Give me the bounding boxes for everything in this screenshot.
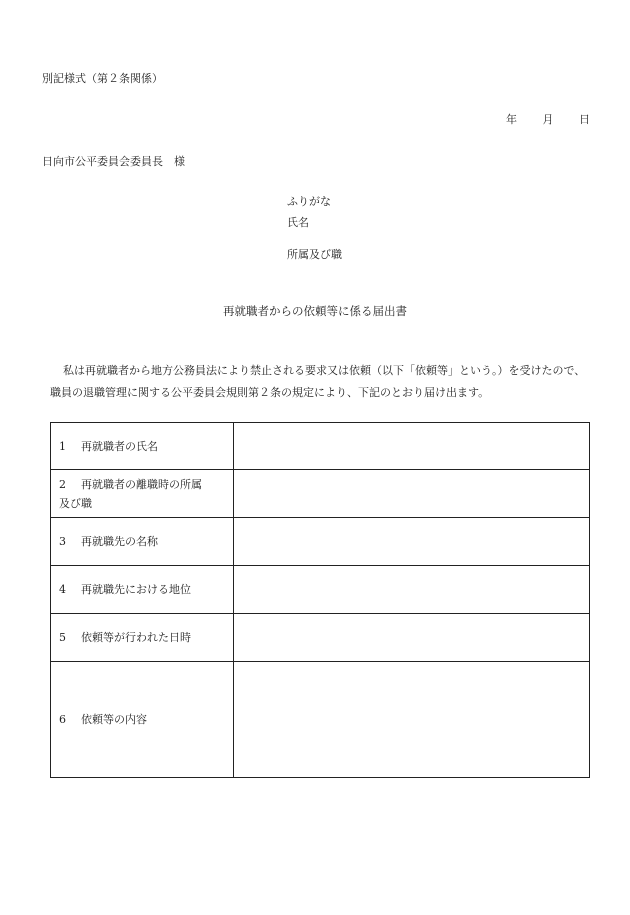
report-table [50,422,590,778]
form-number: 別記様式（第２条関係） [42,72,163,85]
date-day: 日 [579,113,590,126]
table-row [51,566,590,614]
table-row [51,470,590,518]
row-number: 6 [59,713,66,726]
row-number: 1 [59,439,66,453]
row-value-cell[interactable] [234,566,590,614]
name-label: 氏名 [287,216,309,229]
row-number: 4 [59,583,66,596]
row-label [51,518,234,566]
table-row [51,423,590,470]
table-row [51,518,590,566]
row-number: 2 [59,477,66,491]
row-label-text: 依頼等が行われた日時 [81,631,191,644]
row-number: 5 [59,631,66,644]
affiliation-label: 所属及び職 [287,248,342,261]
body-text: 私は再就職者から地方公務員法により禁止される要求又は依頼（以下「依頼等」という。）を受けたので、職員の退職管理に関する公平委員会規則第２条の規定により、下記のとおり届け出ます。 [50,364,586,399]
row-label-text: 依頼等の内容 [81,713,147,726]
row-label-text: 再就職先の名称 [81,535,158,548]
row-label-text: 再就職者の氏名 [81,439,158,453]
document-title: 再就職者からの依頼等に係る届出書 [223,304,407,318]
row-label [51,614,234,662]
row-label [51,470,234,518]
row-value-cell[interactable] [234,662,590,778]
row-value-cell[interactable] [234,614,590,662]
row-label-text: 再就職者の離職時の所属 [81,477,202,491]
row-label-continuation: 及び職 [59,496,92,510]
table-row [51,614,590,662]
date-month: 月 [542,113,554,126]
row-label [51,566,234,614]
table-row [51,662,590,778]
date-line [484,111,590,127]
addressee: 日向市公平委員会委員長 様 [42,155,185,168]
row-label [51,662,234,778]
row-value-cell[interactable] [234,470,590,518]
row-value-cell[interactable] [234,518,590,566]
row-value-cell[interactable] [234,423,590,470]
furigana-label: ふりがな [287,195,331,208]
row-number: 3 [59,535,66,548]
date-year: 年 [506,113,517,126]
row-label [51,423,234,470]
row-label-text: 再就職先における地位 [81,583,191,596]
